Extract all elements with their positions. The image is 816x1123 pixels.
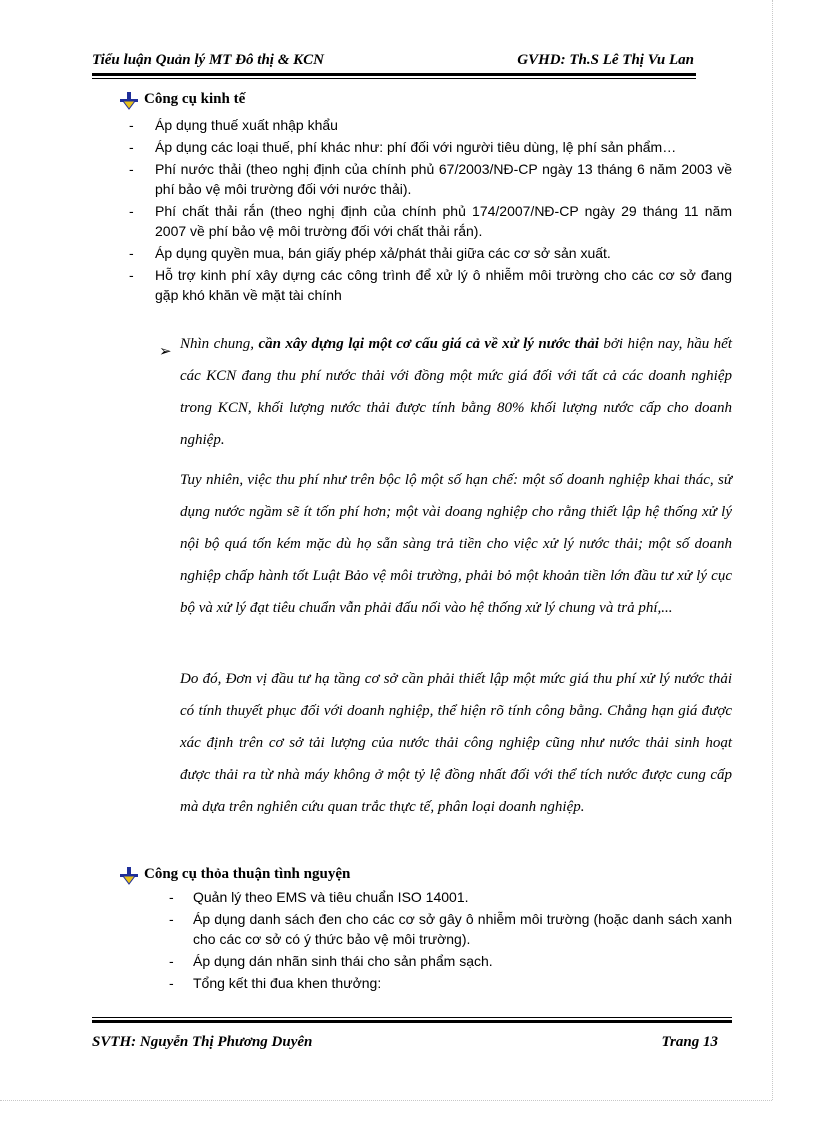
list-item-text: Áp dụng quyền mua, bán giấy phép xả/phát thải giữa các cơ sở sản xuất. bbox=[155, 245, 611, 261]
list-item bbox=[129, 115, 732, 135]
list-item-text: Áp dụng thuế xuất nhập khẩu bbox=[155, 117, 338, 133]
list-item bbox=[169, 973, 732, 993]
footer-rule bbox=[92, 1020, 732, 1023]
list-dash: - bbox=[129, 139, 134, 155]
list-item bbox=[129, 265, 732, 305]
list-dash: - bbox=[129, 267, 134, 283]
list-dash: - bbox=[129, 117, 134, 133]
list-item-text: Phí chất thải rắn (theo nghị định của chính phủ 174/2007/NĐ-CP ngày 29 tháng 11 năm 2007 về phí bảo vệ môi trường đối với chất thải rắn). bbox=[155, 203, 732, 239]
economic-tools-list bbox=[129, 115, 732, 305]
comment-rest: bởi hiện nay, hầu hết các KCN đang thu phí nước thải với đồng một mức giá đối với tất cả các doanh nghiệp trong KCN, khối lượng nước thải được tính bằng 80% khối lượng nước cấp cho doanh nghiệp. bbox=[180, 336, 733, 448]
list-item bbox=[169, 909, 732, 949]
section-heading-voluntary-agreements bbox=[118, 866, 458, 886]
footer-rule-thin bbox=[92, 1017, 732, 1018]
list-item-text: Phí nước thải (theo nghị định của chính phủ 67/2003/NĐ-CP ngày 13 tháng 6 năm 2003 về phí bảo vệ môi trường đối với nước thải). bbox=[155, 161, 732, 197]
list-dash: - bbox=[129, 245, 134, 261]
comment-paragraph-3: Do đó, Đơn vị đầu tư hạ tầng cơ sở cần phải thiết lập một mức giá thu phí xử lý nước thải có tính thuyết phục đối với doanh nghiệp, thể hiện rõ tính công bằng. Chẳng hạn giá được xác định trên cơ sở tải lượng của nước thải công nghiệp cũng như nước thải sinh hoạt được thải ra từ nhà máy không ở một tỷ lệ đồng nhất đối với thể tích nước được cung cấp mà dựa trên nghiên cứu quan trắc thực tế, phân loại doanh nghiệp. bbox=[180, 671, 732, 815]
list-item-text: Hỗ trợ kinh phí xây dựng các công trình để xử lý ô nhiễm môi trường cho các cơ sở đang gặp khó khăn về mặt tài chính bbox=[155, 267, 732, 303]
comment-paragraph-2: Tuy nhiên, việc thu phí như trên bộc lộ một số hạn chế: một số doanh nghiệp khai thác, sử dụng nước ngầm sẽ ít tốn phí hơn; một vài doang nghiệp cho rằng thiết lập hệ thống xử lý nội bộ quá tốn kém mặc dù họ sẵn sàng trả tiền cho việc xử lý nước thải; một số doanh nghiệp chấp hành tốt Luật Bảo vệ môi trường, phải bỏ một khoản tiền lớn đầu tư xử lý cục bộ và xử lý đạt tiêu chuẩn vẫn phải đấu nối vào hệ thống xử lý chung và trả phí,... bbox=[180, 472, 732, 616]
list-dash: - bbox=[169, 975, 174, 991]
comment-paragraph-1 bbox=[180, 328, 732, 456]
header-rule bbox=[92, 73, 696, 76]
arrow-bullet-icon: ➢ bbox=[159, 344, 172, 360]
list-item-text: Tổng kết thi đua khen thưởng: bbox=[193, 975, 382, 991]
section-heading-economic-tools bbox=[118, 91, 418, 111]
list-item-text: Áp dụng dán nhãn sinh thái cho sản phẩm sạch. bbox=[193, 953, 493, 969]
page-footer bbox=[92, 1034, 718, 1056]
down-arrow-bullet-icon bbox=[118, 867, 140, 885]
header-title: Tiểu luận Quản lý MT Đô thị & KCN bbox=[92, 52, 324, 68]
list-dash: - bbox=[169, 911, 174, 927]
down-arrow-bullet-icon bbox=[118, 92, 140, 110]
header-advisor: GVHD: Th.S Lê Thị Vu Lan bbox=[517, 52, 694, 68]
list-dash: - bbox=[129, 203, 134, 219]
list-item bbox=[129, 243, 732, 263]
page-edge-right bbox=[772, 0, 773, 1100]
page-edge-bottom bbox=[0, 1100, 772, 1101]
comment-emphasis: cần xây dựng lại một cơ cấu giá cả về xử lý nước thải bbox=[258, 336, 599, 352]
list-item bbox=[169, 951, 732, 971]
footer-author: SVTH: Nguyễn Thị Phương Duyên bbox=[92, 1034, 313, 1050]
header-rule-thin bbox=[92, 78, 696, 79]
page-number: Trang 13 bbox=[661, 1034, 718, 1050]
voluntary-tools-list bbox=[169, 887, 732, 993]
page-header bbox=[92, 52, 694, 74]
list-item bbox=[169, 887, 732, 907]
list-item bbox=[129, 201, 732, 241]
list-dash: - bbox=[129, 161, 134, 177]
list-item-text: Áp dụng danh sách đen cho các cơ sở gây ô nhiễm môi trường (hoặc danh sách xanh cho các cơ sở có ý thức bảo vệ môi trường). bbox=[193, 911, 732, 947]
list-dash: - bbox=[169, 953, 174, 969]
list-item-text: Áp dụng các loại thuế, phí khác như: phí đối với người tiêu dùng, lệ phí sản phẩm… bbox=[155, 139, 677, 155]
section-heading-text: Công cụ kinh tế bbox=[144, 91, 246, 107]
section-heading-text: Công cụ thỏa thuận tình nguyện bbox=[144, 866, 351, 882]
list-dash: - bbox=[169, 889, 174, 905]
list-item-text: Quản lý theo EMS và tiêu chuẩn ISO 14001. bbox=[193, 889, 469, 905]
comment-lead: Nhìn chung, bbox=[180, 336, 259, 352]
list-item bbox=[129, 137, 732, 157]
list-item bbox=[129, 159, 732, 199]
